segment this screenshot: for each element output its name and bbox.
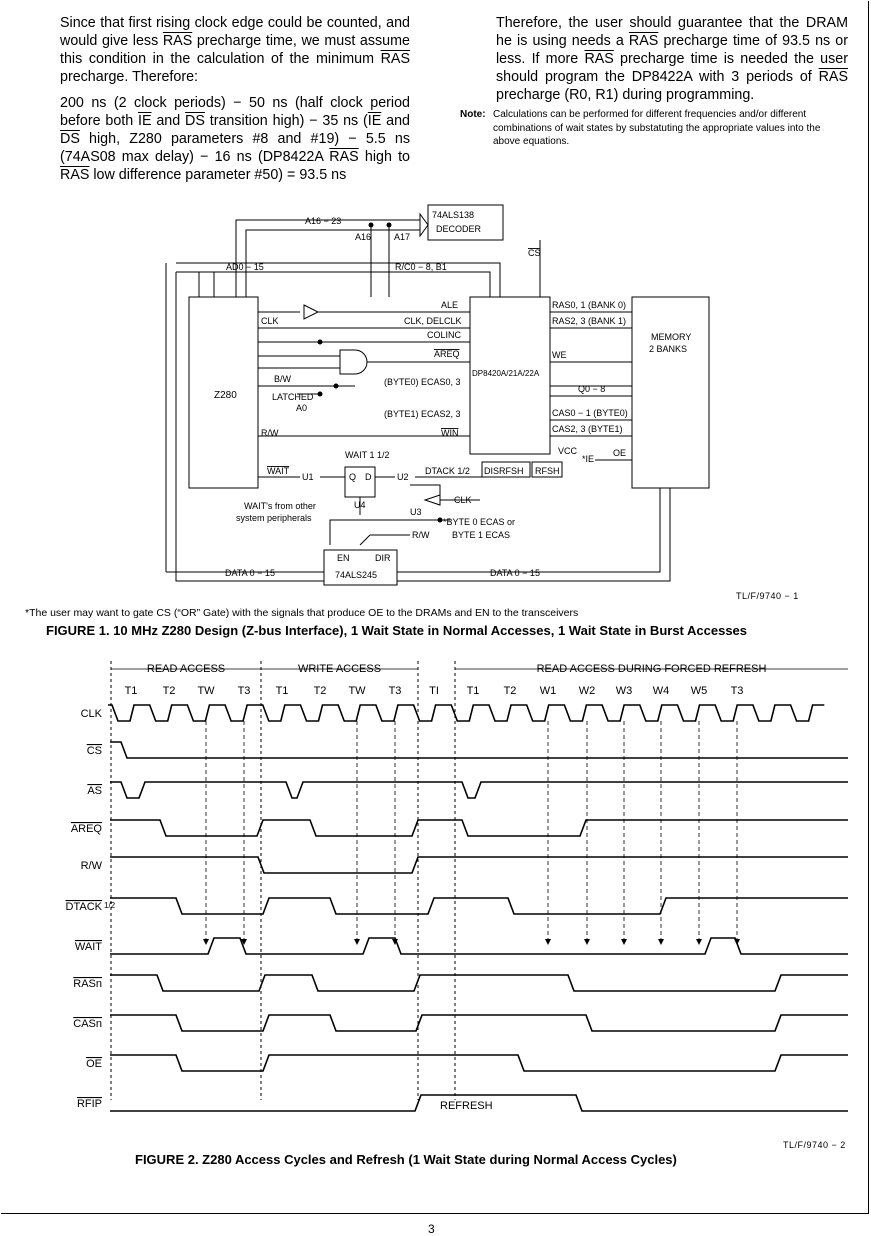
gate-label: U4 bbox=[354, 500, 366, 510]
bus-label: DATA 0 − 15 bbox=[225, 568, 275, 578]
signal-name: RFIP bbox=[76, 1098, 102, 1110]
state-label: W1 bbox=[539, 685, 557, 697]
signal-name: OE bbox=[86, 1058, 102, 1070]
signal-label: A0 bbox=[296, 403, 308, 413]
signal-label: DISRFSH bbox=[484, 466, 524, 476]
signal-label: DIR bbox=[375, 553, 391, 563]
signal-name: CS bbox=[86, 745, 102, 757]
sample-arrowhead bbox=[621, 939, 627, 945]
dtack-fraction: 1/2 bbox=[104, 901, 116, 910]
signal-label: OE bbox=[613, 448, 627, 458]
phase-label: READ ACCESS bbox=[146, 663, 226, 675]
signal-label: CAS0 − 1 (BYTE0) bbox=[552, 408, 628, 418]
bus-label: AD0 − 15 bbox=[226, 262, 264, 272]
signal-label: DTACK 1/2 bbox=[425, 466, 470, 476]
state-label: TW bbox=[197, 685, 215, 697]
signal-label: CLK, DELCLK bbox=[404, 316, 462, 326]
signal-label: R/W bbox=[412, 530, 430, 540]
signal-label: RAS0, 1 (BANK 0) bbox=[552, 300, 627, 310]
signal-label: WAIT's from other bbox=[244, 501, 316, 511]
signal-name: DTACK bbox=[65, 901, 102, 913]
signal-name: AS bbox=[87, 785, 102, 797]
state-label: T3 bbox=[237, 685, 251, 697]
signal-name: RASn bbox=[73, 978, 102, 990]
bus-label: A17 bbox=[394, 232, 411, 242]
ras-wave bbox=[110, 975, 848, 991]
state-label: W4 bbox=[652, 685, 670, 697]
bus-label: R/C0 − 8, B1 bbox=[395, 262, 447, 272]
phase-label: READ ACCESS DURING FORCED REFRESH bbox=[536, 663, 767, 675]
bus-label: DATA 0 − 15 bbox=[490, 568, 540, 578]
signal-label: CS bbox=[528, 248, 541, 258]
signal-label: CAS2, 3 (BYTE1) bbox=[552, 424, 623, 434]
state-label: W2 bbox=[578, 685, 596, 697]
signal-label: R/W bbox=[261, 428, 279, 438]
signal-label: RFSH bbox=[535, 466, 560, 476]
page-number: 3 bbox=[428, 1222, 435, 1236]
z280-label: Z280 bbox=[214, 390, 237, 401]
paragraph: Therefore, the user should guarantee that the DRAM he is using needs a $\overline{RAS}$ precharge time of 93.5 ns or less. If more $\overline{RAS}$ precharge time is needed the user should program the DP8422A with 3 periods of $\overline{RAS}$ precharge (R0, R1) during programming. bbox=[496, 15, 849, 103]
transceiver-label: 74ALS245 bbox=[335, 570, 378, 580]
paragraph: Since that first rising clock edge could be counted, and would give less $\overline{RAS}$ precharge time, we must assume this condition in the calculation of the minimum $\overline{RAS}$ precharge. Therefore: bbox=[60, 15, 410, 85]
gate-label: D bbox=[365, 472, 372, 482]
signal-label: CLK bbox=[454, 495, 472, 505]
state-label: T3 bbox=[730, 685, 744, 697]
figure1-tl-code: TL/F/9740 − 1 bbox=[736, 591, 799, 601]
sample-arrowhead bbox=[354, 939, 360, 945]
state-label: T2 bbox=[503, 685, 517, 697]
figure2-timing-diagram bbox=[0, 650, 871, 1150]
signal-label: (BYTE1) ECAS2, 3 bbox=[384, 409, 461, 419]
sample-arrowhead bbox=[584, 939, 590, 945]
signal-label: *IE bbox=[582, 454, 595, 464]
sample-arrowhead bbox=[696, 939, 702, 945]
signal-label: (BYTE0) ECAS0, 3 bbox=[384, 377, 461, 387]
gate-label: Q bbox=[349, 472, 357, 482]
calculation-note: Note: Calculations can be performed for different frequencies and/or different combinations of wait states by substatuting the appropriate values into the above equations. bbox=[460, 109, 821, 147]
signal-label: AREQ bbox=[434, 349, 460, 359]
sample-arrowhead bbox=[545, 939, 551, 945]
signal-name: CLK bbox=[80, 708, 102, 720]
state-label: T2 bbox=[162, 685, 176, 697]
controller-label: DP8420A/21A/22A bbox=[472, 369, 540, 378]
state-label: TW bbox=[348, 685, 366, 697]
signal-label: system peripherals bbox=[236, 513, 312, 523]
state-label: T2 bbox=[313, 685, 327, 697]
sample-arrowhead bbox=[203, 939, 209, 945]
figure1-caption: FIGURE 1. 10 MHz Z280 Design (Z-bus Interface), 1 Wait State in Normal Accesses, 1 Wait State in Burst Accesses bbox=[46, 623, 748, 638]
state-label: TI bbox=[429, 685, 439, 697]
state-label: T1 bbox=[466, 685, 480, 697]
paragraph: 200 ns (2 clock periods) − 50 ns (half clock period before both $\overline{IE}$ and $\overline{DS}$ transition high) − 35 ns ($\overline{IE}$ and $\overline{DS}$ high, Z280 parameters #8 and #19) − 5.5 ns (74AS08 max delay) − 16 ns (DP8422A $\overline{RAS}$ high to $\overline{RAS}$ low difference parameter #50) = 93.5 ns bbox=[60, 95, 410, 183]
oe-wave bbox=[110, 1055, 848, 1071]
gate-label: U3 bbox=[410, 507, 422, 517]
bus-label: A16 bbox=[355, 232, 372, 242]
state-label: T1 bbox=[275, 685, 289, 697]
state-label: W5 bbox=[690, 685, 708, 697]
memory-label: MEMORY bbox=[651, 332, 692, 342]
state-label: T1 bbox=[124, 685, 138, 697]
signal-label: COLINC bbox=[427, 330, 462, 340]
gate-label: U2 bbox=[397, 472, 409, 482]
signal-label: BYTE 1 ECAS bbox=[452, 530, 511, 540]
gate-label: U1 bbox=[302, 472, 314, 482]
signal-label: EN bbox=[337, 553, 350, 563]
figure1-footnote: *The user may want to gate CS (“OR” Gate) with the signals that produce OE to the DRAMs and EN to the transceivers bbox=[25, 607, 579, 619]
signal-label: LATCHED bbox=[272, 392, 314, 402]
state-label: T3 bbox=[388, 685, 402, 697]
signal-label: RAS2, 3 (BANK 1) bbox=[552, 316, 627, 326]
decoder-label: 74ALS138 bbox=[432, 210, 475, 220]
cas-wave bbox=[110, 1015, 848, 1031]
phase-label: WRITE ACCESS bbox=[297, 663, 382, 675]
signal-name: R/W bbox=[80, 860, 102, 872]
signal-label: WIN bbox=[441, 428, 459, 438]
signal-label: B/W bbox=[274, 374, 291, 384]
signal-label: WAIT 1 1/2 bbox=[345, 450, 390, 460]
signal-name: CASn bbox=[73, 1018, 102, 1030]
signal-name: WAIT bbox=[74, 941, 102, 953]
figure2-tl-code: TL/F/9740 − 2 bbox=[783, 1140, 846, 1150]
decoder-label-2: DECODER bbox=[436, 224, 482, 234]
signal-label: VCC bbox=[558, 446, 578, 456]
clk-wave bbox=[108, 705, 824, 721]
signal-label: WAIT bbox=[267, 466, 290, 476]
state-label: W3 bbox=[615, 685, 633, 697]
memory-banks-label: 2 BANKS bbox=[649, 344, 688, 354]
signal-label: *BYTE 0 ECAS or bbox=[443, 517, 516, 527]
signal-label: Q0 − 8 bbox=[578, 384, 606, 394]
signal-name: AREQ bbox=[70, 823, 102, 835]
sample-arrowhead bbox=[734, 939, 740, 945]
signal-label: CLK bbox=[261, 316, 279, 326]
bus-label: A16 − 23 bbox=[305, 216, 342, 226]
signal-label: ALE bbox=[441, 300, 459, 310]
figure2-caption: FIGURE 2. Z280 Access Cycles and Refresh (1 Wait State during Normal Access Cycles) bbox=[135, 1152, 677, 1167]
refresh-label: REFRESH bbox=[440, 1100, 493, 1112]
sample-arrowhead bbox=[658, 939, 664, 945]
signal-label: WE bbox=[552, 350, 567, 360]
